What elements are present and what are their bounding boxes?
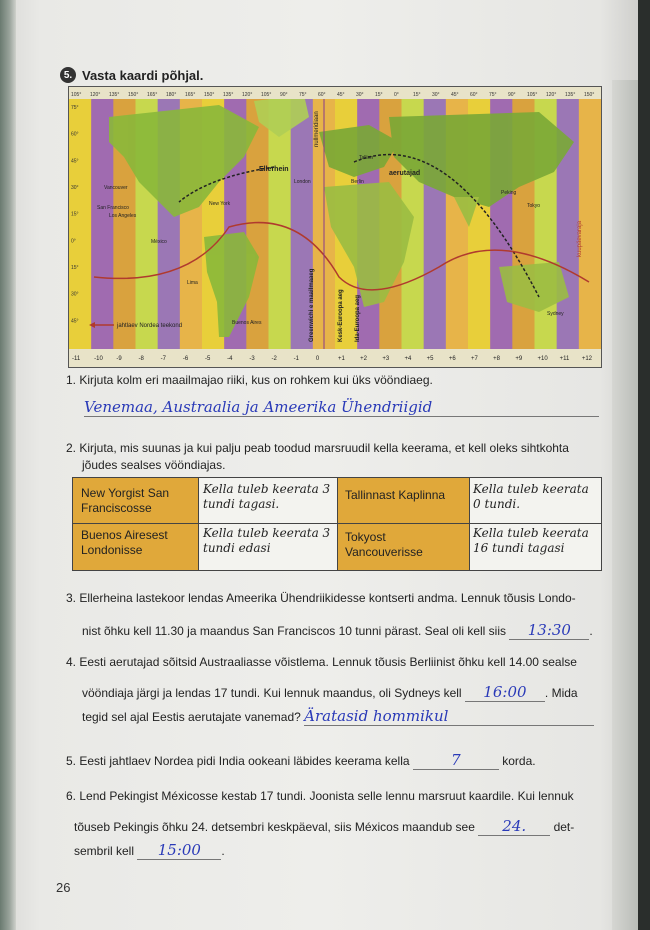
latitude-label: 45°: [71, 318, 79, 325]
vancouver-label: Vancouver: [104, 185, 128, 191]
time-zone-offset-label: -5: [205, 356, 211, 362]
question-4-line1: 4. Eesti aerutajad sõitsid Austraaliasse võistlema. Lennuk tõusis Berliinist õhku kell 14.00 sealse: [66, 655, 577, 669]
q5-end: korda.: [502, 754, 536, 768]
sydney-label: Sydney: [547, 311, 564, 317]
table-answer-tokyo-vancouver: Kella tuleb keerata 16 tundi tagasi: [473, 526, 589, 555]
longitude-label: 180°: [166, 92, 177, 98]
question-6-line1: 6. Lend Pekingist Méxicosse kestab 17 tundi. Joonista selle lennu marsruut kaardile. Kui lennuk: [66, 789, 574, 803]
latitude-label: 15°: [71, 265, 79, 271]
newyork-label: New York: [209, 201, 231, 207]
longitude-label: 75°: [299, 92, 307, 98]
q1-handwritten-answer: Venemaa, Austraalia ja Ameerika Ühendriigid: [84, 398, 433, 416]
longitude-label: 45°: [451, 92, 459, 98]
longitude-label: 45°: [337, 92, 345, 98]
longitude-label: 60°: [318, 92, 326, 98]
sanfrancisco-label: San Francisco: [97, 205, 129, 211]
longitude-label: 165°: [185, 92, 196, 98]
time-zone-offset-label: +5: [426, 356, 434, 362]
latitude-label: 0°: [71, 238, 76, 245]
latitude-label: 30°: [71, 185, 79, 191]
q5-handwritten-answer: 7: [413, 752, 499, 770]
table-answer-ba-london: Kella tuleb keerata 3 tundi edasi: [203, 526, 331, 555]
tallinn-label: Tallinn: [359, 155, 374, 161]
time-zone-offset-label: +3: [382, 356, 390, 362]
mexico-label: México: [151, 239, 167, 245]
time-zone-offset-label: -1: [293, 356, 300, 362]
table-col-divider-1: [198, 478, 199, 570]
latitude-label: 60°: [71, 131, 79, 138]
longitude-label: 150°: [584, 92, 595, 98]
time-zone-offset-label: -11: [72, 356, 81, 362]
ellerhein-label: Ellerhein: [259, 166, 289, 173]
q6-line2-end: det-: [553, 820, 575, 834]
q3-handwritten-answer: 13:30: [509, 622, 589, 640]
question-6-line2: [74, 818, 574, 836]
time-zone-offset-label: -9: [116, 356, 122, 362]
exercise-number-badge: 5.: [60, 67, 76, 83]
q6-period: .: [221, 844, 225, 858]
q4-handwritten-time: 16:00: [465, 684, 545, 702]
q4-handwritten-answer: Äratasid hommikul: [304, 708, 594, 726]
time-zone-offset-label: +6: [448, 356, 456, 362]
q4-line2-end: . Mida: [544, 686, 578, 700]
latitude-label: 15°: [71, 211, 79, 218]
berlin-label: Berlin: [351, 179, 364, 185]
longitude-label: 90°: [508, 92, 516, 98]
longitude-label: 120°: [90, 92, 101, 98]
latitude-label: 45°: [71, 158, 79, 165]
exercise-title: Vasta kaardi põhjal.: [82, 67, 204, 83]
longitude-label: 135°: [565, 92, 576, 98]
question-3-line1: 3. Ellerheina lastekoor lendas Ameerika Ühendriikidesse kontserti andma. Lennuk tõusis Londo-: [66, 591, 576, 605]
question-4-line3: [82, 708, 594, 726]
table-route-ny-sf: New Yorgist San Franciscosse: [81, 486, 170, 515]
longitude-label: 15°: [413, 92, 421, 98]
background-edge: [638, 0, 650, 930]
longitude-label: 150°: [204, 92, 215, 98]
page-number: 26: [56, 880, 71, 895]
latitude-label: 30°: [71, 291, 79, 298]
time-zone-offset-label: -8: [138, 356, 144, 362]
question-6-text: tõuseb Pekingis õhku 24. detsembri keskpäeval, siis Méxicos maandub see: [74, 820, 475, 834]
time-zone-offset-label: -3: [249, 356, 255, 362]
question-4-line2: [82, 684, 578, 702]
time-zone-offset-label: +12: [581, 356, 593, 362]
longitude-label: 90°: [280, 92, 288, 98]
time-zone-offset-label: -2: [271, 356, 277, 362]
time-zone-offset-label: +8: [493, 356, 501, 362]
kuupaevaraja-label: kuupäevaraja: [577, 220, 583, 257]
longitude-label: 30°: [432, 92, 440, 98]
next-page-edge: [612, 80, 638, 930]
q3-period: .: [589, 624, 593, 638]
latitude-label: 75°: [71, 105, 79, 111]
time-zone-offset-label: +2: [360, 356, 368, 362]
time-zone-offset-label: -6: [182, 356, 189, 362]
question-5-text: 5. Eesti jahtlaev Nordea pidi India ookeani läbides keerama kella: [66, 754, 410, 768]
book-spine: [0, 0, 16, 930]
table-col-divider-3: [469, 478, 470, 570]
question-4-text: vööndiaja järgi ja lendas 17 tundi. Kui lennuk maandus, oli Sydneys kell: [82, 686, 462, 700]
longitude-label: 105°: [527, 92, 538, 98]
kesk-euroopa-label: Kesk-Euroopa aeg: [338, 289, 344, 342]
question-4-line3-text: tegid sel ajal Eestis aerutajate vanemad?: [82, 710, 301, 724]
question-3-text: nist õhku kell 11.30 ja maandus San Franciscos 10 tunni pärast. Seal oli kell siis: [82, 624, 507, 638]
table-route-ba-london: Buenos Airesest Londonisse: [81, 528, 168, 557]
time-zone-map: [68, 86, 602, 368]
nullmeridiaan-label: nullmeridiaan: [314, 111, 320, 147]
nordea-legend-label: jahtlaev Nordea teekond: [117, 323, 183, 329]
q6-handwritten-time: 15:00: [137, 842, 221, 860]
longitude-label: 0°: [394, 92, 399, 98]
longitude-label: 30°: [356, 92, 364, 98]
time-zone-offset-label: +4: [404, 356, 412, 362]
route-table: [72, 477, 602, 571]
time-zone-offset-label: -10: [94, 356, 103, 362]
time-zone-offset-label: +1: [338, 356, 345, 362]
greenwich-label: Greenwichi e maailmaaeg: [309, 268, 315, 342]
longitude-label: 120°: [242, 92, 253, 98]
ida-euroopa-label: Ida-Euroopa aeg: [355, 294, 361, 342]
q1-answer-line: [84, 416, 599, 417]
longitude-label: 75°: [489, 92, 497, 98]
exercise-heading: [60, 67, 203, 83]
losangeles-label: Los Angeles: [109, 213, 137, 219]
time-zone-offset-label: +10: [537, 356, 548, 362]
longitude-label: 15°: [375, 92, 383, 98]
longitude-label: 135°: [109, 92, 120, 98]
question-2-line1: 2. Kirjuta, mis suunas ja kui palju peab toodud marsruudil kella keerama, et kell oleks sihtkohta: [66, 441, 569, 455]
time-zone-offset-label: +9: [515, 356, 523, 362]
longitude-label: 60°: [470, 92, 478, 98]
table-route-tokyo-vancouver: Tokyost Vancouverisse: [345, 530, 423, 559]
buenosaires-label: Buenos Aires: [232, 320, 262, 326]
question-6-line3-text: sembril kell: [74, 844, 135, 858]
tokyo-label: Tokyo: [527, 203, 541, 209]
table-route-tallinn-kaplinn: Tallinnast Kaplinna: [345, 488, 446, 502]
aerutajad-label: aerutajad: [389, 170, 421, 177]
question-5: [66, 752, 536, 770]
time-zone-offset-label: +7: [471, 356, 478, 362]
london-label: London: [294, 179, 311, 185]
longitude-label: 105°: [261, 92, 272, 98]
longitude-label: 165°: [147, 92, 158, 98]
question-2-line2: jõudes sealses vööndiajas.: [82, 458, 226, 472]
table-answer-tallinn-kaplinn: Kella tuleb keerata 0 tundi.: [473, 482, 589, 511]
time-zone-offset-label: 0: [315, 356, 320, 362]
longitude-label: 120°: [546, 92, 557, 98]
time-zone-offset-label: -4: [227, 356, 233, 362]
table-answer-ny-sf: Kella tuleb keerata 3 tundi tagasi.: [203, 482, 331, 511]
lima-label: Lima: [187, 280, 198, 286]
longitude-label: 135°: [223, 92, 234, 98]
longitude-label: 105°: [71, 92, 82, 98]
question-3-line2: [82, 622, 593, 640]
longitude-label: 150°: [128, 92, 139, 98]
q6-handwritten-date: 24.: [478, 818, 550, 836]
time-zone-offset-label: -7: [160, 356, 167, 362]
beijing-label: Peking: [501, 190, 517, 196]
question-1: 1. Kirjuta kolm eri maailmajao riiki, kus on rohkem kui üks vööndiaeg.: [66, 373, 433, 387]
table-col-divider-2: [337, 478, 338, 570]
time-zone-map-svg: [69, 87, 601, 367]
time-zone-offset-label: +11: [559, 356, 570, 362]
question-6-line3: [74, 842, 225, 860]
